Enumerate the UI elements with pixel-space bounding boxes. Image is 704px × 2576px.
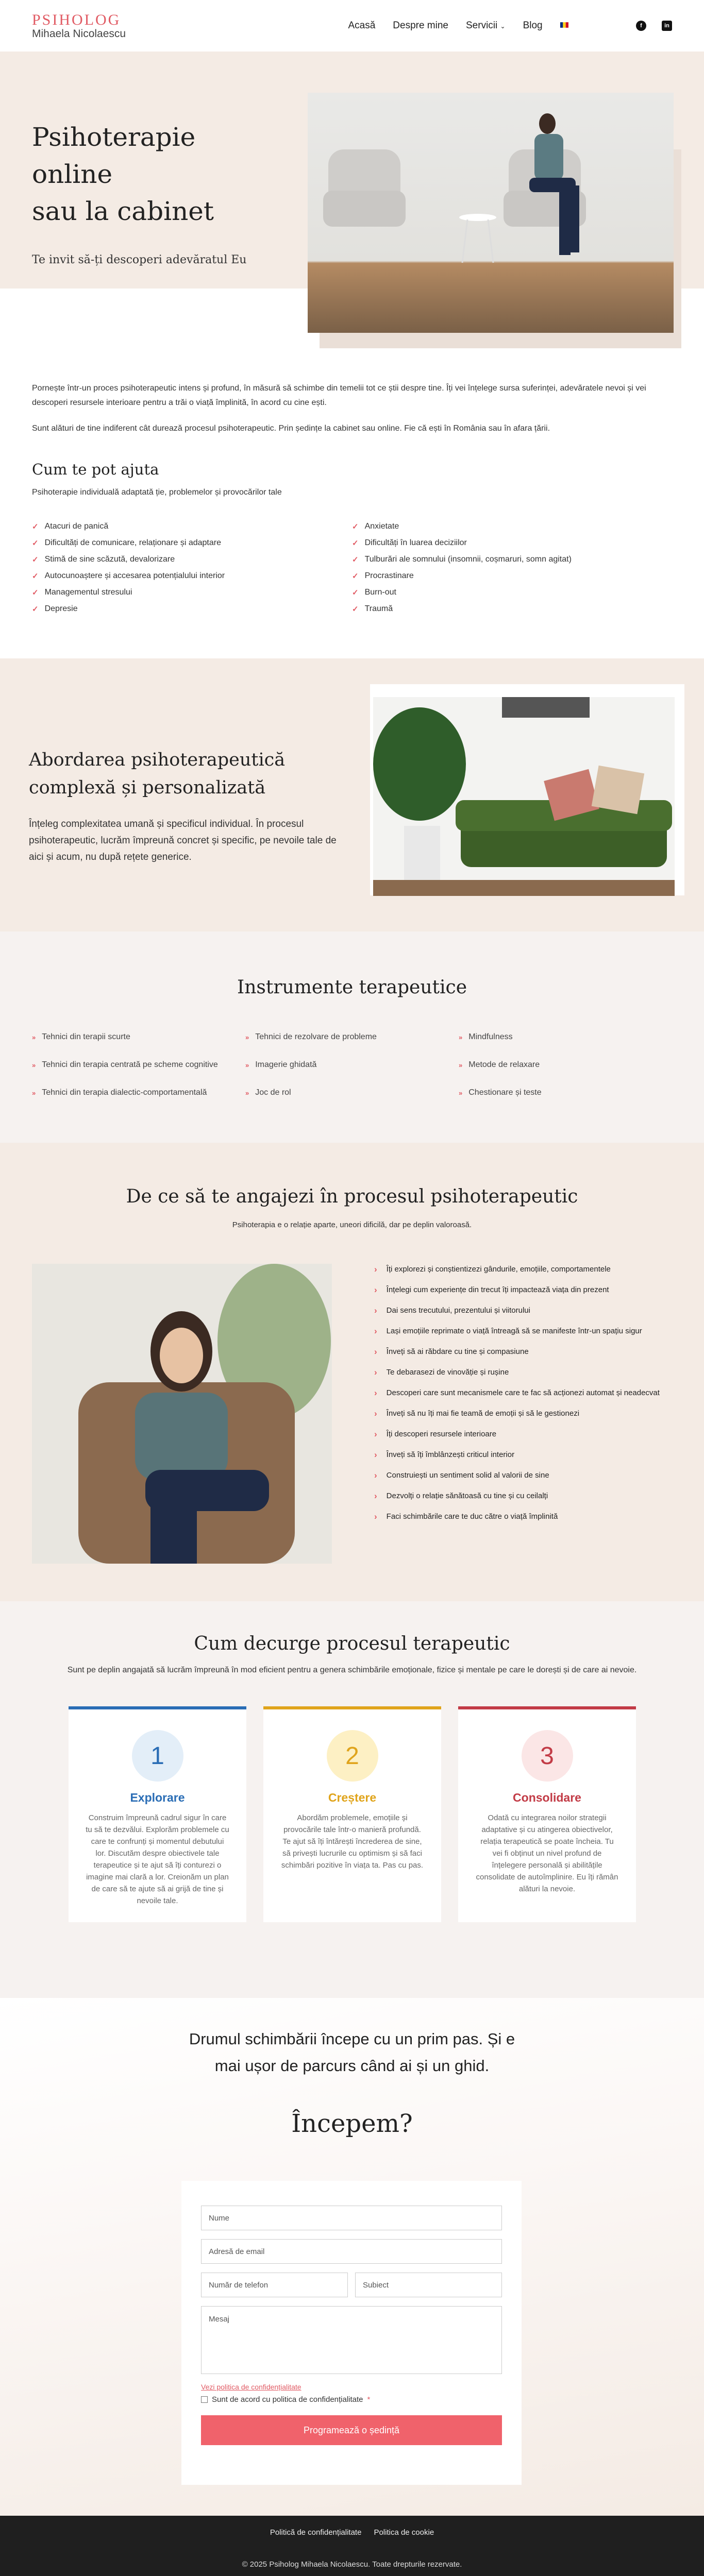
nav-services[interactable]	[466, 20, 506, 31]
double-chevron-icon: »	[459, 1033, 462, 1041]
why-item-label: Înveți să îți îmblânzești criticul interior	[386, 1450, 515, 1459]
card-title: Creștere	[328, 1791, 377, 1804]
help-item	[32, 601, 352, 617]
logo[interactable]	[32, 11, 126, 40]
name-field[interactable]: Nume	[201, 2206, 502, 2230]
check-icon: ✓	[32, 539, 39, 548]
approach-title-line1: Abordarea psihoterapeutică	[29, 750, 286, 770]
help-item	[352, 551, 672, 568]
privacy-policy-link[interactable]: Vezi politica de confidențialitate	[201, 2383, 301, 2391]
cta-text	[0, 2026, 704, 2079]
check-icon: ✓	[352, 539, 359, 548]
tool-item	[245, 1030, 462, 1044]
chevron-down-icon: ⌄	[500, 23, 506, 30]
card-text: Abordăm problemele, emoțiile și provocările tale într-o manieră profundă. Te ajut să îți întărești încrederea de sine, să privești lucrurile cu optimism și să faci schimbări pozitive în viața ta. Pas cu pas.	[281, 1814, 424, 1870]
tool-label: Tehnici de rezolvare de probleme	[255, 1032, 377, 1041]
why-list	[374, 1264, 663, 1532]
tool-item	[459, 1058, 672, 1072]
help-item	[32, 551, 352, 568]
tool-item	[245, 1086, 462, 1100]
why-item-label: Îți explorezi și conștientizezi gândurile, emoțiile, comportamentele	[386, 1265, 611, 1274]
why-item	[374, 1429, 663, 1440]
why-item-label: Lași emoțiile reprimate o viață întreagă să se manifeste într-un spațiu sigur	[386, 1327, 642, 1335]
tools-section	[0, 931, 704, 1143]
site-footer	[0, 2516, 704, 2576]
tool-item	[32, 1086, 245, 1100]
help-item-label: Dificultăți în luarea deciziilor	[364, 538, 467, 547]
help-item-label: Atacuri de panică	[44, 522, 109, 531]
tool-item	[245, 1058, 462, 1072]
chevron-right-icon: ›	[374, 1347, 377, 1357]
help-list	[32, 518, 672, 658]
double-chevron-icon: »	[32, 1089, 35, 1097]
help-item-label: Traumă	[364, 604, 393, 613]
chevron-right-icon: ›	[374, 1367, 377, 1377]
why-item-label: Dai sens trecutului, prezentului și viitorului	[386, 1306, 530, 1315]
hero-title	[32, 118, 279, 230]
submit-button[interactable]: Programează o ședință	[201, 2415, 502, 2445]
tool-label: Tehnici din terapia centrată pe scheme cognitive	[42, 1060, 218, 1069]
process-section	[0, 1601, 704, 1998]
hero-subtitle: Te invit să-ți descoperi adevăratul Eu	[32, 253, 247, 266]
approach-title	[29, 746, 338, 802]
double-chevron-icon: »	[245, 1089, 248, 1097]
romanian-flag-icon[interactable]	[560, 22, 568, 29]
why-item	[374, 1449, 663, 1461]
tool-item	[459, 1030, 672, 1044]
help-item	[32, 568, 352, 584]
footer-links	[0, 2528, 704, 2537]
check-icon: ✓	[32, 522, 39, 531]
tool-label: Imagerie ghidată	[255, 1060, 317, 1069]
double-chevron-icon: »	[245, 1033, 248, 1041]
cta-heading: Începem?	[291, 2109, 413, 2138]
why-item	[374, 1326, 663, 1337]
why-item-label: Înțelegi cum experiențe din trecut îți impactează viața din prezent	[386, 1285, 609, 1294]
card-title: Explorare	[130, 1791, 185, 1804]
tool-item	[459, 1086, 672, 1100]
chevron-right-icon: ›	[374, 1429, 377, 1439]
cta-line-1: Drumul schimbării începe cu un prim pas. Și e	[189, 2030, 515, 2048]
nav-about[interactable]: Despre mine	[393, 20, 448, 31]
process-card-consolidation	[458, 1706, 636, 1922]
phone-subject-row	[201, 2273, 502, 2306]
approach-photo	[373, 697, 675, 896]
card-title: Consolidare	[513, 1791, 581, 1804]
card-text: Construim împreună cadrul sigur în care tu să te dezvălui. Explorăm problemele cu care te confrunți și momentul debutului lor. Discutăm despre obiectivele tale terapeutice și te ajut să îți conturezi o imagine mai clară a lor. Creionăm un plan de care să te ajute să ai grijă de tine și nevoile tale.	[86, 1814, 229, 1905]
chevron-right-icon: ›	[374, 1470, 377, 1480]
why-item	[374, 1264, 663, 1275]
tool-label: Metode de relaxare	[468, 1060, 540, 1069]
logo-title: PSIHOLOG	[32, 11, 121, 28]
hero-title-line1: Psihoterapie online	[32, 122, 196, 189]
step-number-badge: 1	[132, 1730, 183, 1782]
chevron-right-icon: ›	[374, 1326, 377, 1336]
help-item-label: Dificultăți de comunicare, relaționare și adaptare	[44, 538, 221, 547]
email-field[interactable]: Adresă de email	[201, 2239, 502, 2264]
cookie-link[interactable]: Politica de cookie	[374, 2528, 434, 2537]
chevron-right-icon: ›	[374, 1285, 377, 1295]
social-links	[636, 21, 672, 31]
check-icon: ✓	[352, 522, 359, 531]
nav-blog[interactable]: Blog	[523, 20, 543, 31]
check-icon: ✓	[32, 605, 39, 614]
process-card-exploration	[69, 1706, 246, 1922]
why-item	[374, 1367, 663, 1378]
why-item-label: Înveți să ai răbdare cu tine și compasiune	[386, 1347, 529, 1356]
double-chevron-icon: »	[245, 1061, 248, 1069]
help-item	[32, 518, 352, 535]
chevron-right-icon: ›	[374, 1450, 377, 1460]
logo-name: Mihaela Nicolaescu	[32, 28, 126, 40]
help-item-label: Stimă de sine scăzută, devalorizare	[44, 555, 175, 564]
hero-section	[0, 52, 704, 355]
chevron-right-icon: ›	[374, 1306, 377, 1315]
why-item	[374, 1387, 663, 1399]
hero-text	[32, 118, 279, 266]
approach-text	[29, 746, 338, 866]
double-chevron-icon: »	[459, 1089, 462, 1097]
tool-label: Mindfulness	[468, 1032, 513, 1041]
intro-paragraph-2: Sunt alături de tine indiferent cât durează procesul psihoterapeutic. Prin ședințe la cabinet sau online. Fie că ești în România sau în afara țării.	[32, 424, 550, 433]
why-item	[374, 1470, 663, 1481]
intro-paragraph-1: Pornește într-un proces psihoterapeutic intens și profund, în măsură să schimbe din temelii tot ce știi despre tine. Îți vei înțelege sursa suferinței, adevăratele nevoi și vei descoperi resursele interioare pentru a trăi o viață împlinită, în acord cu cine ești.	[32, 384, 646, 407]
tool-label: Joc de rol	[255, 1088, 291, 1097]
step-number-badge: 3	[522, 1730, 573, 1782]
why-item-label: Te debarasezi de vinovăție și rușine	[386, 1368, 509, 1377]
help-item-label: Anxietate	[364, 522, 399, 531]
why-lead: Psihoterapia e o relație aparte, uneori dificilă, dar pe deplin valoroasă.	[232, 1221, 472, 1229]
why-item-label: Faci schimbările care te duc către o viață împlinită	[386, 1512, 558, 1521]
double-chevron-icon: »	[459, 1061, 462, 1069]
why-item-label: Înveți să nu îți mai fie teamă de emoții și să le gestionezi	[386, 1409, 580, 1418]
chevron-right-icon: ›	[374, 1512, 377, 1521]
consent-checkbox[interactable]	[201, 2396, 208, 2403]
why-item	[374, 1511, 663, 1522]
why-item-label: Construiești un sentiment solid al valorii de sine	[386, 1471, 549, 1480]
chevron-right-icon: ›	[374, 1491, 377, 1501]
check-icon: ✓	[352, 555, 359, 564]
why-item	[374, 1346, 663, 1358]
step-number-badge: 2	[327, 1730, 378, 1782]
approach-text-body: Înțeleg complexitatea umană și specificul individual. În procesul psihoterapeutic, lucrăm împreună concret și specific, pe nevoile tale de aici și acum, nu după rețete generice.	[29, 819, 337, 862]
help-item	[352, 601, 672, 617]
linkedin-icon[interactable]: in	[662, 21, 672, 31]
why-item	[374, 1284, 663, 1296]
chevron-right-icon: ›	[374, 1388, 377, 1398]
copyright: © 2025 Psiholog Mihaela Nicolaescu. Toate drepturile rezervate.	[242, 2560, 462, 2569]
approach-section	[0, 658, 704, 931]
double-chevron-icon: »	[32, 1061, 35, 1069]
contact-section	[0, 1998, 704, 2516]
check-icon: ✓	[32, 555, 39, 564]
hero-photo	[308, 93, 674, 333]
help-list-left	[32, 518, 352, 617]
why-title: De ce să te angajezi în procesul psihoterapeutic	[126, 1186, 578, 1207]
tool-label: Tehnici din terapii scurte	[42, 1032, 130, 1041]
help-item-label: Procrastinare	[364, 571, 414, 580]
contact-form	[181, 2181, 522, 2485]
chevron-right-icon: ›	[374, 1409, 377, 1418]
why-item	[374, 1305, 663, 1316]
phone-field[interactable]: Număr de telefon	[201, 2273, 348, 2297]
help-item-label: Autocunoaștere și accesarea potențialului interior	[44, 571, 225, 580]
help-item-label: Depresie	[44, 604, 78, 613]
check-icon: ✓	[352, 572, 359, 581]
intro-section	[0, 355, 704, 658]
message-field[interactable]: Mesaj	[201, 2306, 502, 2374]
tool-label: Chestionare și teste	[468, 1088, 542, 1097]
help-subtitle: Psihoterapie individuală adaptată ție, problemelor și provocărilor tale	[32, 488, 282, 497]
subject-field[interactable]: Subiect	[355, 2273, 502, 2297]
cta-line-2: mai ușor de parcurs când ai și un ghid.	[214, 2057, 490, 2075]
tool-item	[32, 1058, 245, 1072]
help-list-right	[352, 518, 672, 617]
hero-title-line2: sau la cabinet	[32, 196, 214, 226]
privacy-link[interactable]: Politică de confidențialitate	[270, 2528, 362, 2537]
why-item	[374, 1490, 663, 1502]
tool-label: Tehnici din terapia dialectic-comportamentală	[42, 1088, 207, 1097]
tools-list	[32, 1030, 704, 1100]
help-title: Cum te pot ajuta	[32, 461, 159, 478]
help-item	[352, 584, 672, 601]
therapist-photo	[32, 1264, 332, 1564]
card-text: Odată cu integrarea noilor strategii adaptative și cu atingerea obiectivelor, relația terapeutică se poate încheia. Tu vei fi obținut un nivel profund de înțelegere personală și abilitățile consolidate de autoîmplinire. Eu îți rămân alături la nevoie.	[476, 1814, 618, 1893]
chevron-right-icon: ›	[374, 1264, 377, 1274]
help-item-label: Burn-out	[364, 588, 396, 597]
why-item-label: Descoperi care sunt mecanismele care te fac să acționezi automat și neadecvat	[386, 1388, 660, 1397]
consent-checkbox-row	[201, 2395, 502, 2404]
why-item-label: Dezvolți o relație sănătoasă cu tine și cu ceilalți	[386, 1492, 548, 1500]
tool-item	[32, 1030, 245, 1044]
main-nav	[348, 20, 568, 31]
site-header	[0, 0, 704, 52]
nav-home[interactable]: Acasă	[348, 20, 376, 31]
required-mark: *	[367, 2395, 371, 2404]
check-icon: ✓	[32, 572, 39, 581]
help-item	[352, 518, 672, 535]
double-chevron-icon: »	[32, 1033, 35, 1041]
facebook-icon[interactable]: f	[636, 21, 646, 31]
why-item	[374, 1408, 663, 1419]
help-item	[352, 568, 672, 584]
help-item	[32, 584, 352, 601]
approach-title-line2: complexă și personalizată	[29, 777, 266, 798]
help-item-label: Tulburări ale somnului (insomnii, coșmaruri, somn agitat)	[364, 555, 572, 564]
tools-title: Instrumente terapeutice	[237, 977, 467, 998]
help-item	[32, 535, 352, 551]
why-section	[0, 1143, 704, 1601]
help-item-label: Managementul stresului	[44, 588, 132, 597]
help-item	[352, 535, 672, 551]
nav-services-label: Servicii	[466, 20, 498, 31]
why-item-label: Îți descoperi resursele interioare	[386, 1430, 497, 1438]
consent-label: Sunt de acord cu politica de confidențialitate	[212, 2395, 363, 2404]
check-icon: ✓	[352, 605, 359, 614]
check-icon: ✓	[32, 588, 39, 597]
process-cards	[69, 1706, 636, 1922]
process-lead: Sunt pe deplin angajată să lucrăm împreună în mod eficient pentru a genera schimbările emoționale, fizice și mentale pe care le dorești și de care ai nevoie.	[67, 1666, 637, 1674]
process-title: Cum decurge procesul terapeutic	[194, 1633, 510, 1654]
process-card-growth	[263, 1706, 441, 1922]
check-icon: ✓	[352, 588, 359, 597]
